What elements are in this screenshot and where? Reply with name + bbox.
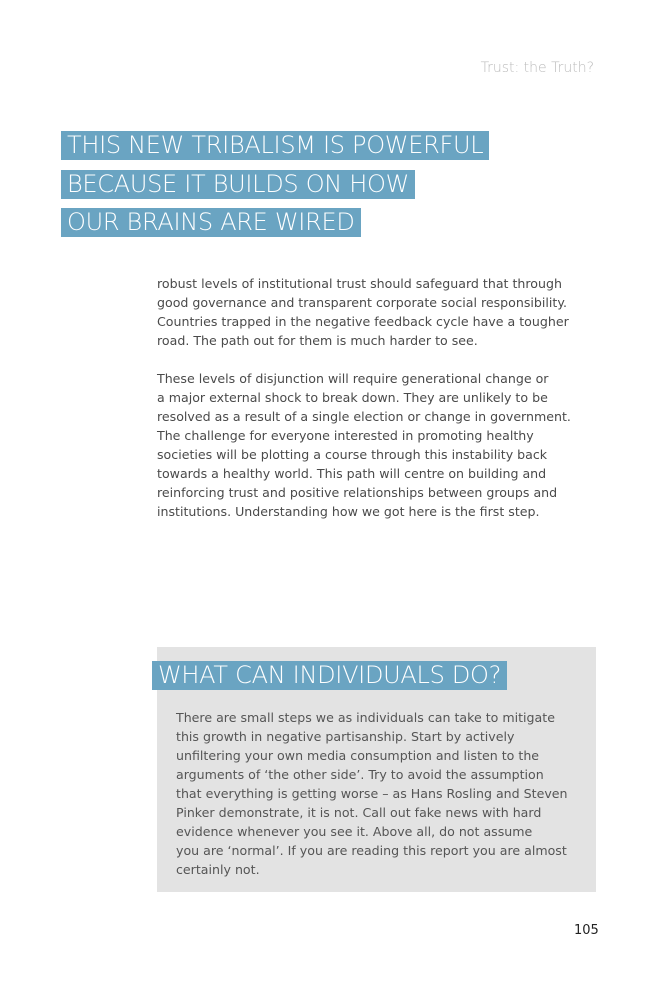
text-line: The challenge for everyone interested in promoting healthy — [157, 428, 534, 443]
text-line: Pinker demonstrate, it is not. Call out fake news with hard — [176, 805, 542, 820]
text-line: These levels of disjunction will require generational change or — [157, 371, 549, 386]
text-line: certainly not. — [176, 862, 260, 877]
text-line: road. The path out for them is much harder to see. — [157, 333, 478, 348]
text-line: good governance and transparent corporate social responsibility. — [157, 295, 568, 310]
text-line: robust levels of institutional trust should safeguard that through — [157, 276, 562, 291]
text-line: resolved as a result of a single election or change in government. — [157, 409, 571, 424]
paragraph-2 — [157, 369, 597, 521]
body-text — [157, 274, 597, 521]
page-number: 105 — [574, 923, 599, 938]
headline-line-3: OUR BRAINS ARE WIRED — [61, 208, 361, 237]
text-line: a major external shock to break down. They are unlikely to be — [157, 390, 548, 405]
text-line: this growth in negative partisanship. Start by actively — [176, 729, 515, 744]
text-line: evidence whenever you see it. Above all, do not assume — [176, 824, 533, 839]
text-line: arguments of ‘the other side’. Try to avoid the assumption — [176, 767, 544, 782]
headline-line-2: BECAUSE IT BUILDS ON HOW — [61, 170, 415, 199]
paragraph-1 — [157, 274, 597, 350]
text-line: that everything is getting worse – as Hans Rosling and Steven — [176, 786, 568, 801]
headline-line-1: THIS NEW TRIBALISM IS POWERFUL — [61, 131, 489, 160]
text-line: institutions. Understanding how we got here is the first step. — [157, 504, 540, 519]
callout-body — [176, 708, 568, 879]
text-line: societies will be plotting a course through this instability back — [157, 447, 548, 462]
running-head: Trust: the Truth? — [480, 60, 594, 76]
text-line: you are ‘normal’. If you are reading this report you are almost — [176, 843, 567, 858]
callout-heading: WHAT CAN INDIVIDUALS DO? — [152, 661, 507, 690]
text-line: towards a healthy world. This path will centre on building and — [157, 466, 547, 481]
text-line: unfiltering your own media consumption and listen to the — [176, 748, 540, 763]
text-line: Countries trapped in the negative feedback cycle have a tougher — [157, 314, 569, 329]
text-line: reinforcing trust and positive relationships between groups and — [157, 485, 558, 500]
text-line: There are small steps we as individuals can take to mitigate — [176, 710, 555, 725]
